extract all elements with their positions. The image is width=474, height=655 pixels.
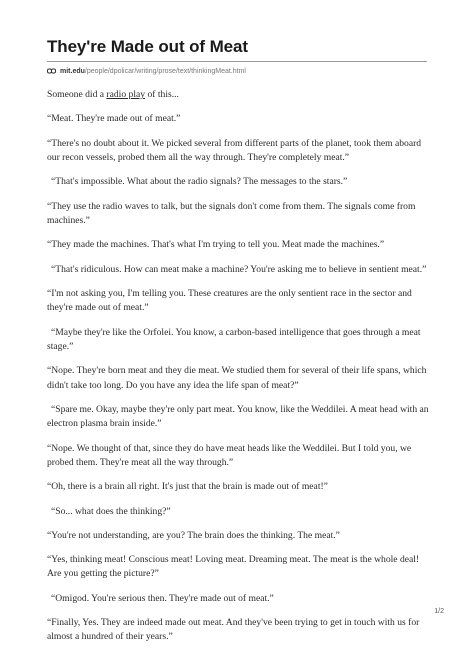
source-line xyxy=(47,66,246,76)
dialogue-paragraph: “Spare me. Okay, maybe they're only part meat. You know, like the Weddilei. A meat head with an electron plasma brain inside.” xyxy=(47,403,429,430)
dialogue-paragraph: “Yes, thinking meat! Conscious meat! Loving meat. Dreaming meat. The meat is the whole deal! Are you getting the picture?” xyxy=(47,554,420,580)
dialogue-paragraph: “They made the machines. That's what I'm trying to tell you. Meat made the machines.” xyxy=(47,239,385,251)
dialogue-paragraph: “They use the radio waves to talk, but the signals don't come from them. The signals come from machines.” xyxy=(47,200,416,226)
dialogue-paragraph: “Finally, Yes. They are indeed made out meat. And they've been trying to get in touch with us for almost a hundred of their years.” xyxy=(47,617,420,643)
dialogue-paragraph: “Omigod. You're serious then. They're made out of meat.” xyxy=(51,592,274,604)
intro-text-after: of this... xyxy=(145,89,179,100)
radio-play-link[interactable]: radio play xyxy=(106,89,146,100)
source-path[interactable]: /people/dpolicar/writing/prose/text/thinkingMeat.html xyxy=(84,67,246,75)
document-title: They're Made out of Meat xyxy=(47,37,248,56)
dialogue-paragraph: “Nope. We thought of that, since they do have meat heads like the Weddilei. But I told you, we probed them. They're meat all the way through.” xyxy=(47,442,412,468)
source-domain[interactable]: mit.edu xyxy=(60,67,85,75)
link-icon xyxy=(47,68,56,74)
dialogue-paragraph: “There's no doubt about it. We picked several from different parts of the planet, took them aboard our recon vessels, probed them all the way through. They're completely meat.” xyxy=(47,137,422,163)
intro-text-before: Someone did a xyxy=(47,89,107,100)
dialogue-paragraph: “That's impossible. What about the radio signals? The messages to the stars.” xyxy=(51,176,348,188)
dialogue-paragraph: “Nope. They're born meat and they die meat. We studied them for several of their life spans, which didn't take too long. Do you have any idea the life span of meat?” xyxy=(47,365,427,391)
title-divider xyxy=(47,61,427,62)
dialogue-paragraph: “Oh, there is a brain all right. It's just that the brain is made out of meat!” xyxy=(47,481,328,493)
intro-paragraph xyxy=(47,88,435,102)
dialogue-paragraph: “So... what does the thinking?” xyxy=(51,505,171,517)
dialogue-paragraph: “You're not understanding, are you? The brain does the thinking. The meat.” xyxy=(47,529,340,541)
document-body xyxy=(47,88,435,655)
dialogue-paragraph: “That's ridiculous. How can meat make a machine? You're asking me to believe in sentient meat.” xyxy=(51,263,427,275)
dialogue-paragraph: “Meat. They're made out of meat.” xyxy=(47,113,181,125)
dialogue-paragraph: “Maybe they're like the Orfolei. You know, a carbon-based intelligence that goes through a meat stage.” xyxy=(47,326,421,352)
dialogue-paragraph: “I'm not asking you, I'm telling you. These creatures are the only sentient race in the sector and they're made out of meat.” xyxy=(47,288,412,314)
page-number: 1/2 xyxy=(434,608,444,615)
